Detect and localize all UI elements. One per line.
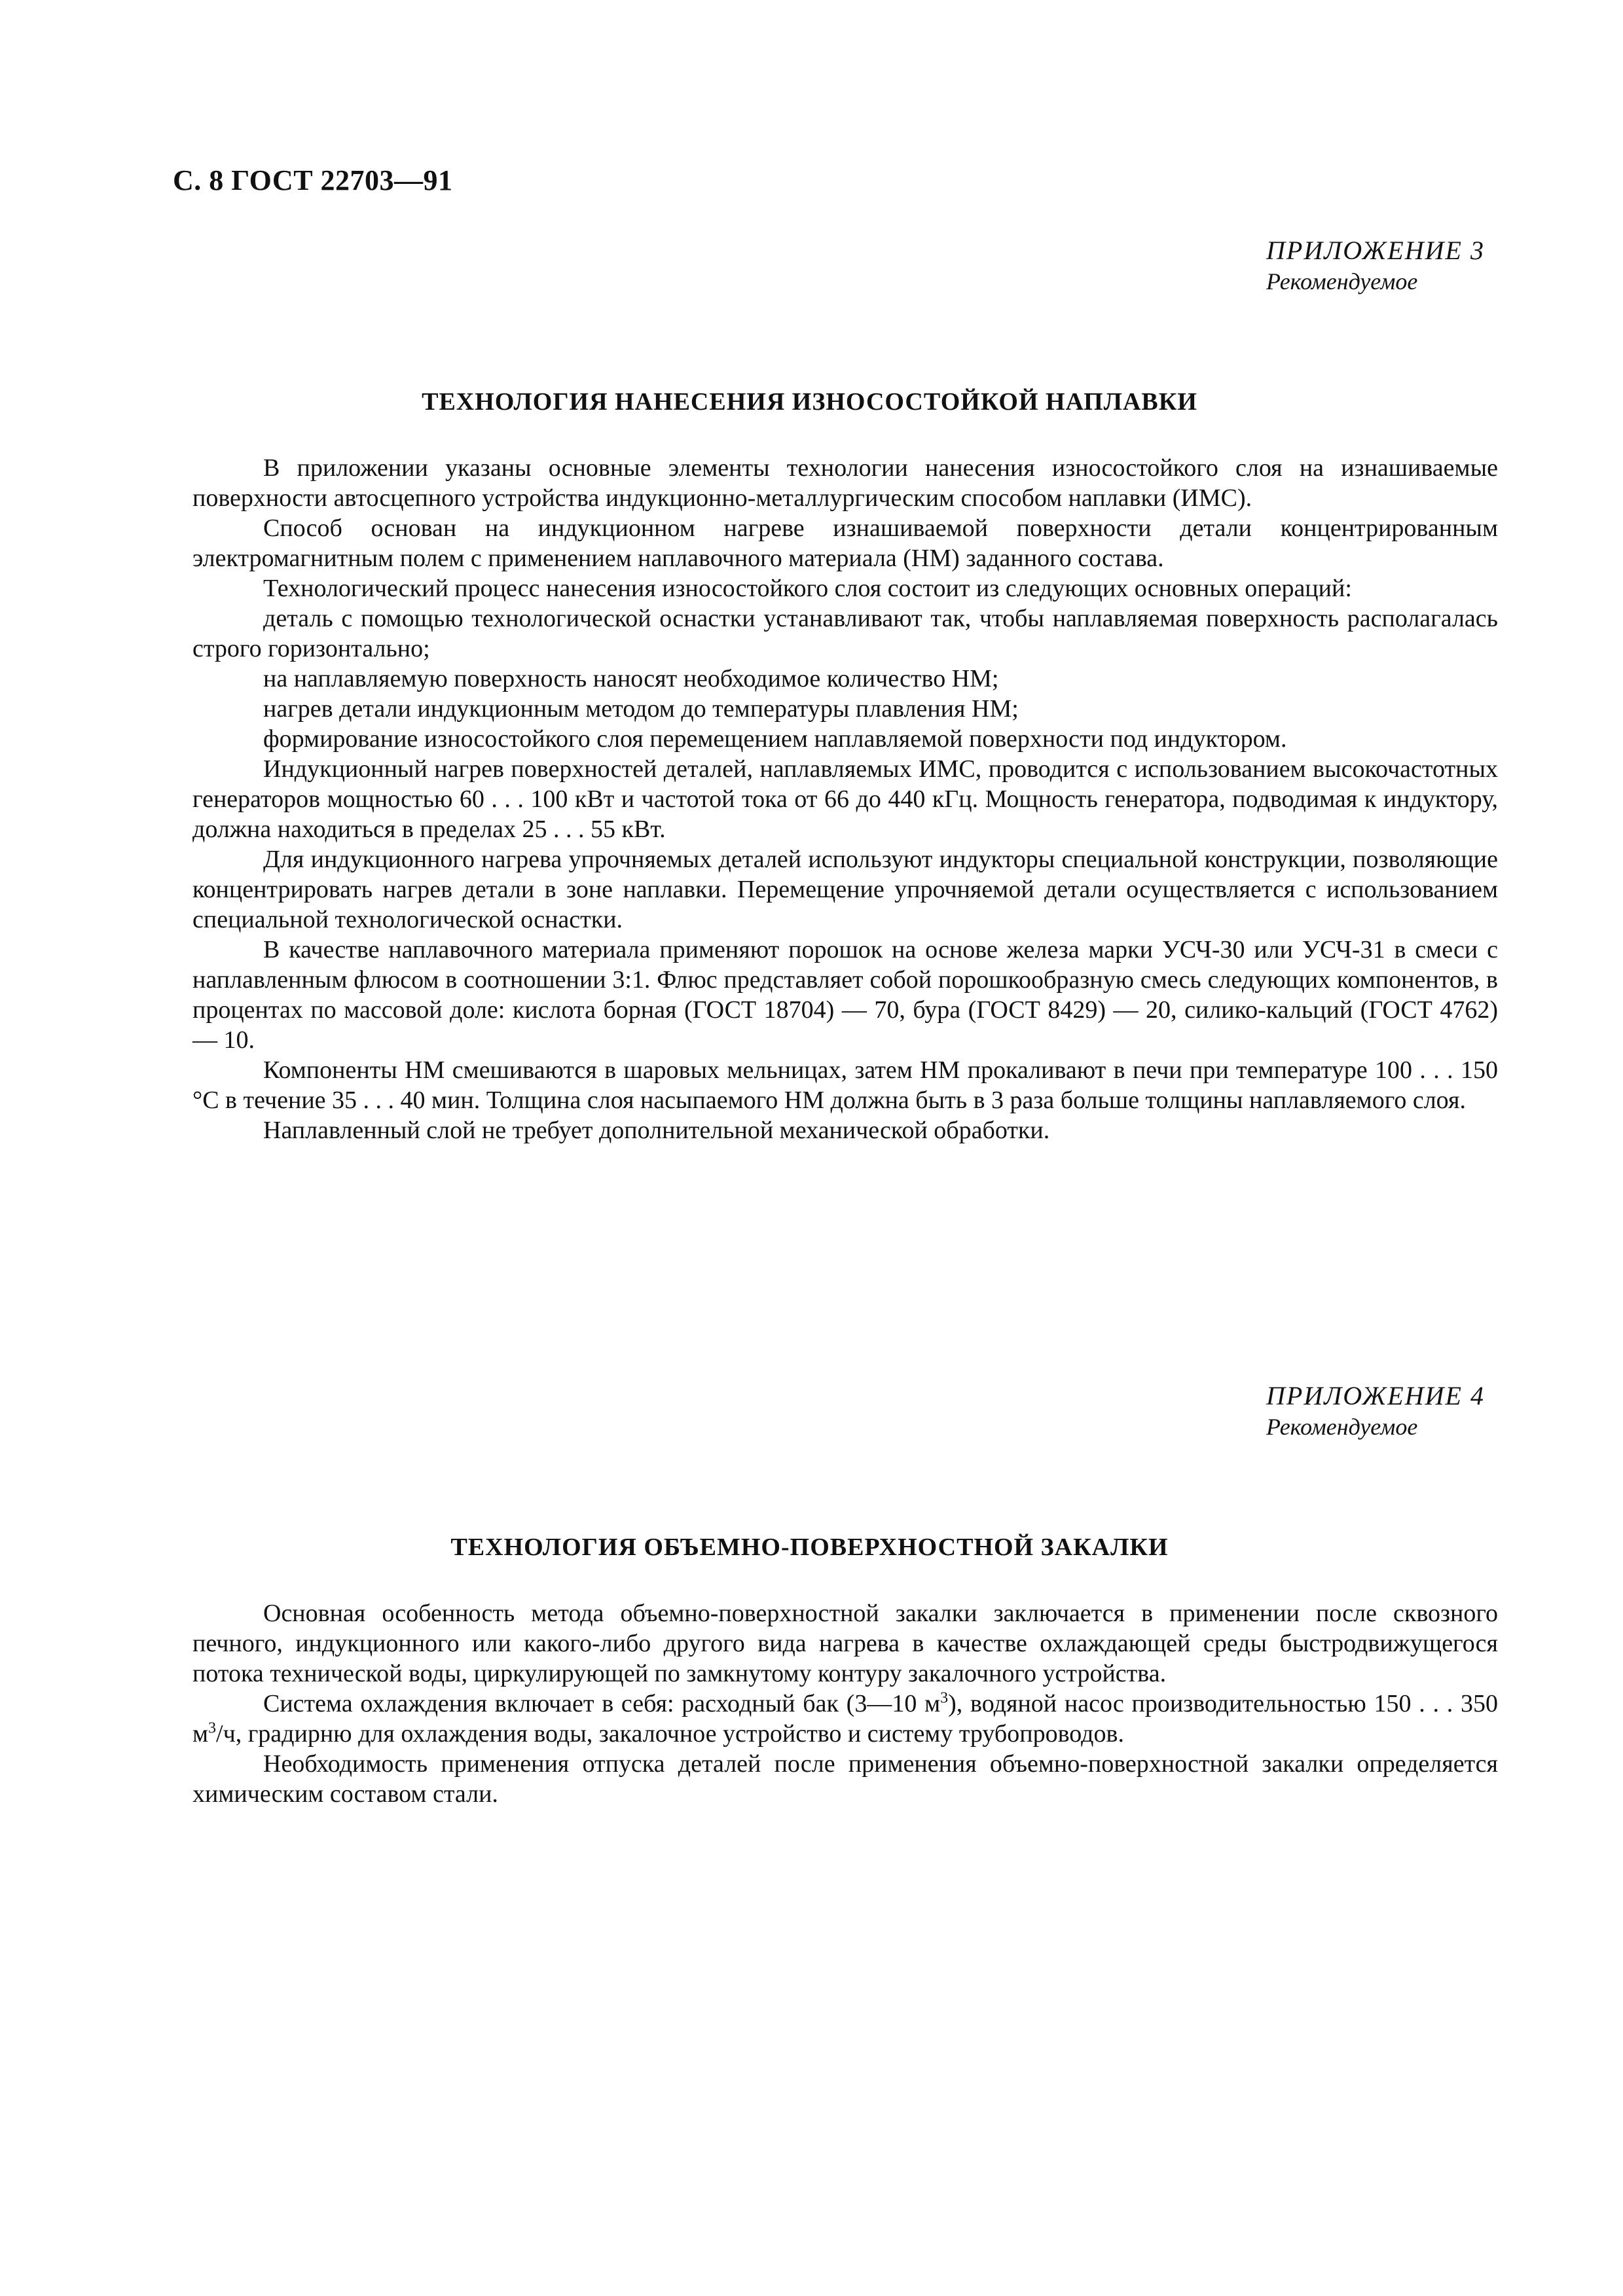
appendix4-paragraph: Необходимость применения отпуска деталей после применения объемно-поверхностной закалки определяется химическим составом стали. (192, 1750, 1498, 1808)
superscript: 3 (208, 1719, 217, 1737)
appendix3-paragraph: Для индукционного нагрева упрочняемых деталей используют индукторы специальной конструкции, позволяющие концентрировать нагрев детали в зоне наплавки. Перемещение упрочняемой детали осуществляется с использованием специальной технологической оснастки. (192, 846, 1498, 933)
text-segment: /ч, градирню для охлаждения воды, закалочное устройство и систему трубопроводов. (216, 1720, 1124, 1748)
appendix3-paragraph: В качестве наплавочного материала применяют порошок на основе железа марки УСЧ-30 или УСЧ-31 в смеси с наплавленным флюсом в соотношении 3:1. Флюс представляет собой порошкообразную смесь следующих компонентов, в процентах по массовой доле: кислота борная (ГОСТ 18704) — 70, бура (ГОСТ 8429) — 20, силико-кальций (ГОСТ 4762) — 10. (192, 936, 1498, 1054)
appendix3-body (192, 453, 1498, 1145)
appendix4-label: ПРИЛОЖЕНИЕ 4 (1266, 1381, 1485, 1410)
appendix3-paragraph: Технологический процесс нанесения износостойкого слоя состоит из следующих основных операций: (263, 575, 1352, 602)
appendix4-paragraph: Основная особенность метода объемно-поверхностной закалки заключается в применении после сквозного печного, индукционного или какого-либо другого вида нагрева в качестве охлаждающей среды быстродвижущегося потока технической воды, циркулирующей по замкнутому контуру закалочного устройства. (192, 1600, 1498, 1687)
appendix3-label: ПРИЛОЖЕНИЕ 3 (1266, 236, 1485, 265)
appendix4-paragraph-cooling (192, 1689, 1498, 1749)
appendix3-mark (1266, 234, 1485, 296)
text-segment: ), водяной насос производительностью 150 . . . 350 м (192, 1690, 1498, 1748)
appendix3-paragraph: на наплавляемую поверхность наносят необходимое количество НМ; (263, 665, 999, 692)
appendix4-status: Рекомендуемое (1266, 1414, 1418, 1440)
appendix3-paragraph: деталь с помощью технологической оснастки устанавливают так, чтобы наплавляемая поверхность располагалась строго горизонтально; (192, 605, 1498, 662)
appendix4-title: ТЕХНОЛОГИЯ ОБЪЕМНО-ПОВЕРХНОСТНОЙ ЗАКАЛКИ (450, 1534, 1169, 1561)
text-segment: Система охлаждения включает в себя: расходный бак (3—10 м (263, 1690, 941, 1717)
appendix3-paragraph: Способ основан на индукционном нагреве изнашиваемой поверхности детали концентрированным электромагнитным полем с применением наплавочного материала (НМ) заданного состава. (192, 514, 1498, 572)
appendix3-paragraph: Индукционный нагрев поверхностей деталей, наплавляемых ИМС, проводится с использованием высокочастотных генераторов мощностью 60 . . . 100 кВт и частотой тока от 66 до 440 кГц. Мощность генератора, подводимая к индуктору, должна находиться в пределах 25 . . . 55 кВт. (192, 755, 1498, 843)
superscript: 3 (940, 1689, 949, 1707)
page-header: С. 8 ГОСТ 22703—91 (173, 164, 453, 196)
appendix4-body (192, 1598, 1498, 1809)
appendix3-paragraph: формирование износостойкого слоя перемещением наплавляемой поверхности под индуктором. (263, 725, 1287, 753)
appendix3-paragraph: нагрев детали индукционным методом до температуры плавления НМ; (263, 695, 1019, 723)
appendix3-paragraph: В приложении указаны основные элементы технологии нанесения износостойкого слоя на изнашиваемые поверхности автосцепного устройства индукционно-металлургическим способом наплавки (ИМС). (192, 454, 1498, 512)
appendix3-paragraph: Наплавленный слой не требует дополнительной механической обработки. (263, 1117, 1050, 1144)
appendix3-title: ТЕХНОЛОГИЯ НАНЕСЕНИЯ ИЗНОСОСТОЙКОЙ НАПЛАВКИ (422, 388, 1197, 416)
appendix4-mark (1266, 1380, 1485, 1442)
appendix3-paragraph: Компоненты НМ смешиваются в шаровых мельницах, затем НМ прокаливают в печи при температуре 100 . . . 150 °С в течение 35 . . . 40 мин. Толщина слоя насыпаемого НМ должна быть в 3 раза больше толщины наплавляемого слоя. (192, 1056, 1498, 1114)
appendix3-status: Рекомендуемое (1266, 268, 1418, 295)
